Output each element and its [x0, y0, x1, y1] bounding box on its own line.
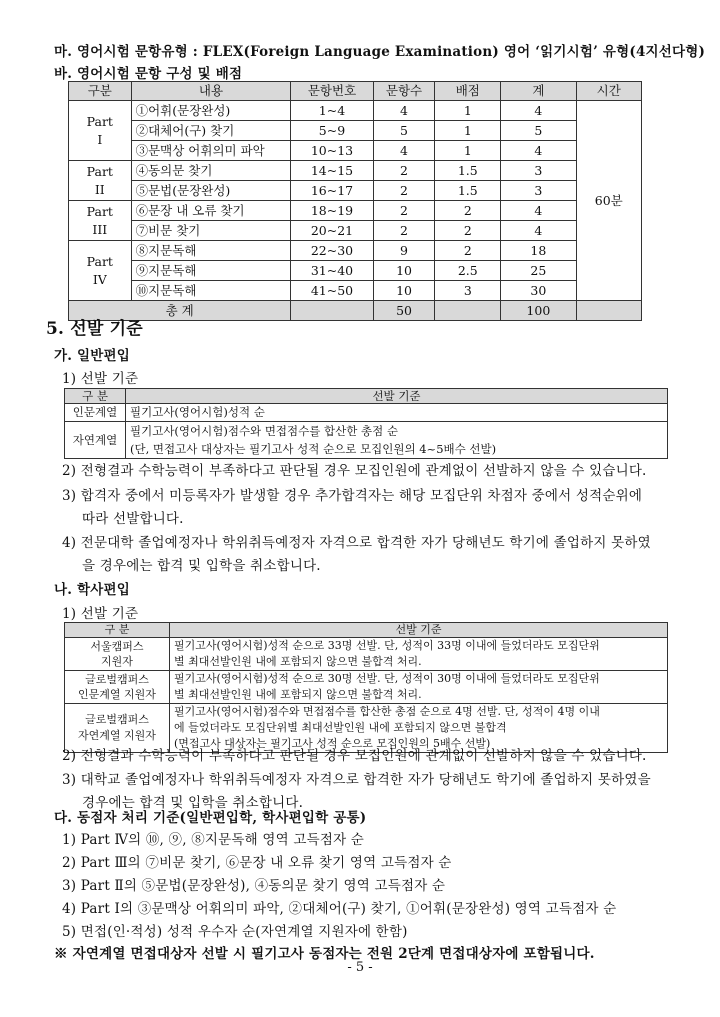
total-cell: 4 — [501, 201, 576, 221]
section-5-heading: 5. 선발 기준 — [46, 319, 143, 339]
list-item: 5) 면접(인·적성) 성적 우수자 순(자연계열 지원자에 한함) — [62, 924, 408, 940]
part-cell: Part I — [69, 101, 132, 161]
table-row — [65, 404, 668, 422]
score-cell: 1 — [435, 141, 501, 161]
total-label: 총 계 — [69, 301, 291, 321]
list-item: 을 경우에는 합격 및 입학을 취소합니다. — [82, 558, 321, 574]
score-cell: 1.5 — [435, 181, 501, 201]
content-cell: ⑤문법(문장완성) — [131, 181, 291, 201]
count-cell: 2 — [373, 201, 435, 221]
table-row — [69, 121, 642, 141]
part-cell: Part III — [69, 201, 132, 241]
header-time: 시간 — [576, 82, 642, 101]
nums-cell: 18~19 — [291, 201, 373, 221]
total-cell: 30 — [501, 281, 576, 301]
part-cell: Part IV — [69, 241, 132, 301]
selection-criteria-subheading: 1) 선발 기준 — [62, 606, 139, 622]
total-cell: 3 — [501, 181, 576, 201]
score-cell: 1 — [435, 121, 501, 141]
header-category: 구분 — [69, 82, 132, 101]
list-item: 2) Part Ⅲ의 ⑦비문 찾기, ⑥문장 내 오류 찾기 영역 고득점자 순 — [62, 855, 452, 871]
table-row — [69, 101, 642, 121]
list-item: 4) 전문대학 졸업예정자나 학위취득예정자 자격으로 합격한 자가 당해년도 학기에 졸업하지 못하였 — [62, 535, 651, 551]
count-cell: 10 — [373, 281, 435, 301]
table-row — [69, 141, 642, 161]
score-cell: 2.5 — [435, 261, 501, 281]
exam-type-line: 마. 영어시험 문항유형 : FLEX(Foreign Language Examination) 영어 ‘읽기시험’ 유형(4지선다형) — [54, 44, 706, 60]
criteria-cell: 필기고사(영어시험)성적 순으로 33명 선발. 단, 성적이 33명 이내에 들었더라도 모집단위 별 최대선발인원 내에 포함되지 않으면 불합격 처리. — [170, 638, 668, 671]
table-row — [69, 161, 642, 181]
score-cell: 1.5 — [435, 161, 501, 181]
count-cell: 4 — [373, 141, 435, 161]
criteria-cell: 필기고사(영어시험)성적 순으로 30명 선발. 단, 성적이 30명 이내에 들었더라도 모집단위 별 최대선발인원 내에 포함되지 않으면 불합격 처리. — [170, 671, 668, 704]
page-number: - 5 - — [347, 960, 373, 975]
total-cell: 18 — [501, 241, 576, 261]
header-category: 구 분 — [65, 623, 170, 638]
header-category: 구 분 — [65, 389, 126, 404]
count-cell: 4 — [373, 101, 435, 121]
nums-cell: 10~13 — [291, 141, 373, 161]
bachelor-transfer-heading: 나. 학사편입 — [54, 582, 131, 598]
total-cell: 4 — [501, 141, 576, 161]
list-item: 3) 합격자 중에서 미등록자가 발생할 경우 추가합격자는 해당 모집단위 차점자 중에서 성적순위에 — [62, 488, 643, 504]
total-cell: 4 — [501, 221, 576, 241]
empty-cell — [576, 301, 642, 321]
list-item: 2) 전형결과 수학능력이 부족하다고 판단될 경우 모집인원에 관계없이 선발하지 않을 수 있습니다. — [62, 748, 647, 764]
header-content: 내용 — [131, 82, 291, 101]
list-item: 1) Part Ⅳ의 ⑩, ⑨, ⑧지문독해 영역 고득점자 순 — [62, 832, 365, 848]
score-cell: 1 — [435, 101, 501, 121]
criteria-cell: 필기고사(영어시험)점수와 면접점수를 합산한 총점 순 (단, 면접고사 대상자는 필기고사 성적 순으로 모집인원의 4~5배수 선발) — [126, 422, 668, 459]
table-row — [65, 638, 668, 671]
general-transfer-table — [64, 388, 668, 459]
list-item: 2) 전형결과 수학능력이 부족하다고 판단될 경우 모집인원에 관계없이 선발하지 않을 수 있습니다. — [62, 463, 647, 479]
total-cell: 4 — [501, 101, 576, 121]
exam-structure-table — [68, 81, 642, 321]
part-cell: Part II — [69, 161, 132, 201]
count-cell: 9 — [373, 241, 435, 261]
score-cell: 2 — [435, 221, 501, 241]
category-cell: 인문계열 — [65, 404, 126, 422]
score-cell: 2 — [435, 201, 501, 221]
content-cell: ④동의문 찾기 — [131, 161, 291, 181]
nums-cell: 31~40 — [291, 261, 373, 281]
empty-cell — [291, 301, 373, 321]
content-cell: ⑥문장 내 오류 찾기 — [131, 201, 291, 221]
content-cell: ②대체어(구) 찾기 — [131, 121, 291, 141]
table-row — [65, 671, 668, 704]
content-cell: ①어휘(문장완성) — [131, 101, 291, 121]
header-question-numbers: 문항번호 — [291, 82, 373, 101]
table-row — [69, 261, 642, 281]
table-row — [69, 281, 642, 301]
table-row — [65, 422, 668, 459]
table-row — [69, 201, 642, 221]
list-item: 3) 대학교 졸업예정자나 학위취득예정자 자격으로 합격한 자가 당해년도 학기에 졸업하지 못하였을 — [62, 772, 651, 788]
count-cell: 2 — [373, 161, 435, 181]
nums-cell: 1~4 — [291, 101, 373, 121]
time-cell: 60분 — [576, 101, 642, 301]
list-item: 4) Part Ⅰ의 ③문맥상 어휘의미 파악, ②대체어(구) 찾기, ①어휘(문장완성) 영역 고득점자 순 — [62, 901, 617, 917]
count-cell: 10 — [373, 261, 435, 281]
score-cell: 2 — [435, 241, 501, 261]
list-item: 경우에는 합격 및 입학을 취소합니다. — [82, 795, 304, 811]
total-cell: 25 — [501, 261, 576, 281]
total-cell: 3 — [501, 161, 576, 181]
category-cell: 서울캠퍼스 지원자 — [65, 638, 170, 671]
content-cell: ⑨지문독해 — [131, 261, 291, 281]
header-score: 배점 — [435, 82, 501, 101]
content-cell: ⑩지문독해 — [131, 281, 291, 301]
list-item: 따라 선발합니다. — [82, 511, 184, 527]
nums-cell: 5~9 — [291, 121, 373, 141]
category-cell: 글로벌캠퍼스 자연계열 지원자 — [65, 704, 170, 753]
criteria-cell: 필기고사(영어시험)성적 순 — [126, 404, 668, 422]
nums-cell: 16~17 — [291, 181, 373, 201]
note-line: ※ 자연계열 면접대상자 선발 시 필기고사 동점자는 전원 2단계 면접대상자에 포함됩니다. — [54, 946, 595, 962]
content-cell: ⑧지문독해 — [131, 241, 291, 261]
criteria-cell: 필기고사(영어시험)점수와 면접점수를 합산한 총점 순으로 4명 선발. 단, 성적이 4명 이내 에 들었더라도 모집단위별 최대선발인원 내에 포함되지 않으면 불합격 (면접고사 대상자는 필기고사 성적 순으로 모집인원의 5배수 선발) — [170, 704, 668, 753]
table-row — [69, 181, 642, 201]
table-row — [69, 221, 642, 241]
nums-cell: 14~15 — [291, 161, 373, 181]
category-cell: 글로벌캠퍼스 인문계열 지원자 — [65, 671, 170, 704]
nums-cell: 41~50 — [291, 281, 373, 301]
count-cell: 5 — [373, 121, 435, 141]
total-count: 50 — [373, 301, 435, 321]
table-row — [69, 241, 642, 261]
tiebreak-heading: 다. 동점자 처리 기준(일반편입학, 학사편입학 공통) — [54, 810, 367, 826]
empty-cell — [435, 301, 501, 321]
nums-cell: 22~30 — [291, 241, 373, 261]
count-cell: 2 — [373, 221, 435, 241]
total-row — [69, 301, 642, 321]
category-cell: 자연계열 — [65, 422, 126, 459]
total-cell: 5 — [501, 121, 576, 141]
content-cell: ⑦비문 찾기 — [131, 221, 291, 241]
count-cell: 2 — [373, 181, 435, 201]
total-score: 100 — [501, 301, 576, 321]
nums-cell: 20~21 — [291, 221, 373, 241]
header-criteria: 선발 기준 — [170, 623, 668, 638]
header-total: 계 — [501, 82, 576, 101]
header-question-count: 문항수 — [373, 82, 435, 101]
exam-structure-heading: 바. 영어시험 문항 구성 및 배점 — [54, 66, 243, 82]
list-item: 3) Part Ⅱ의 ⑤문법(문장완성), ④동의문 찾기 영역 고득점자 순 — [62, 878, 446, 894]
content-cell: ③문맥상 어휘의미 파악 — [131, 141, 291, 161]
selection-criteria-subheading: 1) 선발 기준 — [62, 371, 139, 387]
score-cell: 3 — [435, 281, 501, 301]
header-criteria: 선발 기준 — [126, 389, 668, 404]
bachelor-transfer-table — [64, 622, 668, 753]
general-transfer-heading: 가. 일반편입 — [54, 348, 131, 364]
